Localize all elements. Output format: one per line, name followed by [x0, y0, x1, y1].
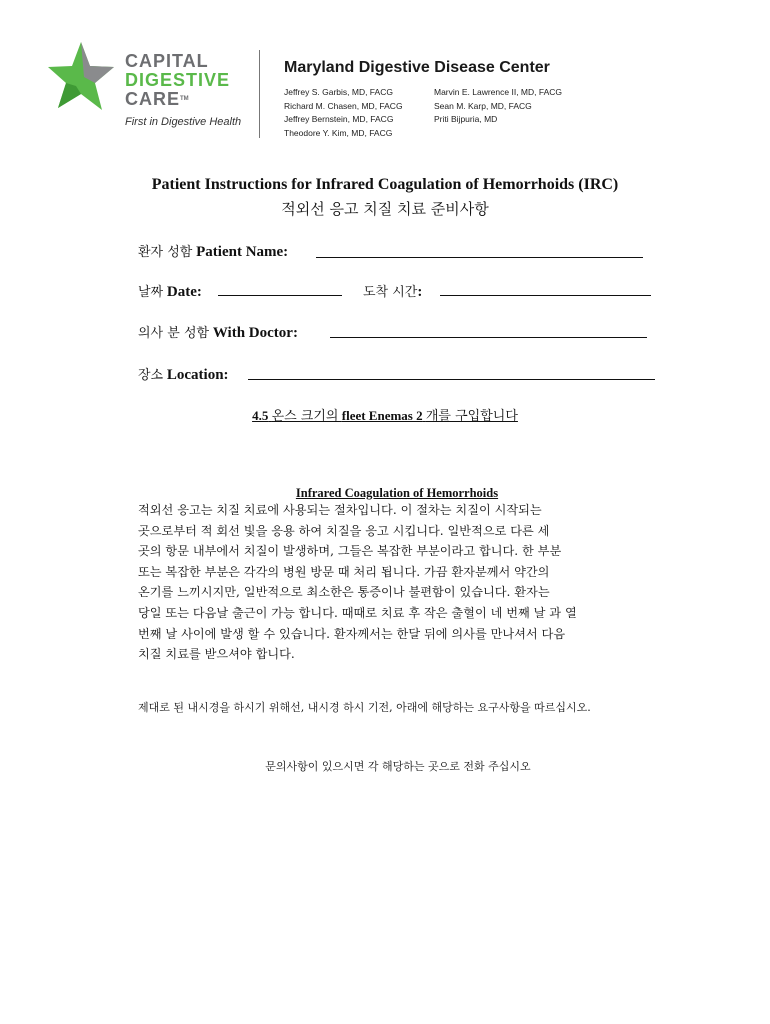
center-name: Maryland Digestive Disease Center	[284, 59, 550, 76]
doctor-label: 의사 분 성함 With Doctor:	[138, 325, 298, 341]
paragraph-line: 온기를 느끼시지만, 일반적으로 최소한은 통증이나 불편함이 있습니다. 환자는	[138, 585, 550, 600]
doctor-name: Marvin E. Lawrence II, MD, FACG	[434, 87, 563, 97]
paragraph-line: 적외선 응고는 치질 치료에 사용되는 절차입니다. 이 절차는 치질이 시작되는	[138, 503, 542, 517]
arrival-time-label: 도착 시간:	[363, 284, 423, 300]
irc-paragraph	[138, 500, 648, 665]
prep-note: 제대로 된 내시경을 하시기 위해선, 내시경 하시 기전, 아래에 해당하는 요구사항을 따르십시오.	[138, 701, 591, 714]
doctor-list-left	[284, 86, 403, 140]
doctor-field[interactable]	[330, 337, 647, 338]
doctor-name: Jeffrey S. Garbis, MD, FACG	[284, 87, 393, 97]
doctor-name: Theodore Y. Kim, MD, FACG	[284, 127, 393, 138]
title-korean: 적외선 응고 치질 치료 준비사항	[281, 200, 489, 218]
header-divider	[259, 50, 260, 138]
patient-name-label: 환자 성함 Patient Name:	[138, 244, 289, 260]
tagline: First in Digestive Health	[125, 116, 242, 128]
contact-note: 문의사항이 있으시면 각 해당하는 곳으로 전화 주십시오	[265, 760, 531, 773]
arrival-time-field[interactable]	[440, 295, 651, 296]
location-field[interactable]	[248, 379, 655, 380]
enema-instruction: 4.5 온스 크기의 fleet Enemas 2 개를 구입합니다	[252, 408, 518, 424]
brand-line-1: CAPITAL	[125, 51, 209, 71]
paragraph-line: 번째 날 사이에 발생 할 수 있습니다. 환자께서는 한달 뒤에 의사를 만나셔서 다음	[138, 626, 566, 641]
paragraph-line: 또는 복잡한 부분은 각각의 병원 방문 때 처리 됩니다. 가끔 환자분께서 약간의	[138, 564, 550, 579]
brand-line-3: CARE	[125, 89, 181, 109]
brand-line-2: DIGESTIVE	[125, 70, 231, 90]
paragraph-line: 곳의 항문 내부에서 치질이 발생하며, 그들은 복잡한 부분이라고 합니다. 한 부분	[138, 544, 562, 559]
title-english: Patient Instructions for Infrared Coagulation of Hemorrhoids (IRC)	[151, 176, 619, 193]
date-field[interactable]	[218, 295, 342, 296]
patient-name-field[interactable]	[316, 257, 643, 258]
trademark: TM	[180, 96, 189, 102]
paragraph-line: 당일 또는 다음날 출근이 가능 합니다. 때때로 치료 후 작은 출혈이 네 번째 날 과 열	[138, 605, 577, 620]
brand-wordmark	[125, 52, 230, 109]
doctor-name: Jeffrey Bernstein, MD, FACG	[284, 114, 394, 124]
doctor-list-right	[434, 86, 562, 127]
star-logo-icon	[46, 40, 116, 112]
doctor-name: Sean M. Karp, MD, FACG	[434, 100, 532, 111]
doctor-name: Priti Bijpuria, MD	[434, 114, 498, 124]
doctor-name: Richard M. Chasen, MD, FACG	[284, 100, 403, 111]
irc-heading: Infrared Coagulation of Hemorrhoids	[295, 486, 499, 500]
paragraph-line: 곳으로부터 적 회선 빛을 응용 하여 치질을 응고 시킵니다. 일반적으로 다른 세	[138, 523, 550, 538]
date-label: 날짜 Date:	[138, 284, 202, 300]
location-label: 장소 Location:	[138, 367, 229, 383]
paragraph-line: 치질 치료를 받으셔야 합니다.	[138, 647, 295, 662]
